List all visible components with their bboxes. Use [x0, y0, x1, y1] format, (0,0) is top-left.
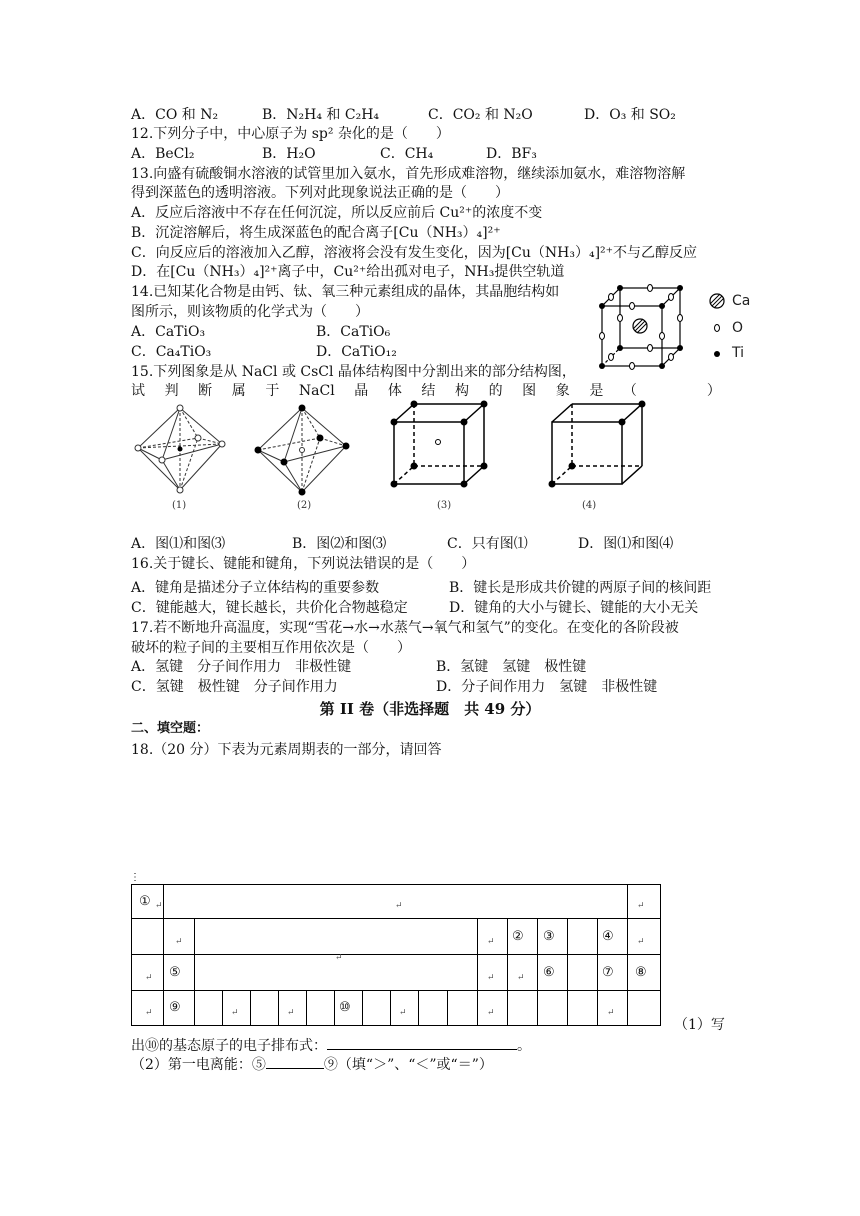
q15-figure-3-label: (3): [437, 500, 452, 511]
q15-paren: （ ）: [622, 383, 721, 399]
q17-stem-line2: 破坏的粒子间的主要相互作用依次是（ ）: [131, 640, 411, 656]
q11-option-c: C．CO₂ 和 N₂O: [428, 107, 533, 123]
table-anchor-icon: ⋮: [130, 872, 140, 883]
q15-figure-4-cube: [548, 400, 648, 492]
q15-word: 于: [265, 383, 280, 399]
q11-option-b: B．N₂H₄ 和 C₂H₄: [262, 107, 380, 123]
return-mark-icon: ↵: [395, 901, 403, 911]
q15-word: 属: [231, 383, 246, 399]
return-mark-icon: ↵: [335, 953, 343, 963]
return-mark-icon: ↵: [175, 937, 183, 947]
q18-sub1-line: [131, 1035, 531, 1056]
q18-sub1-end: 。: [517, 1038, 531, 1054]
q18-sub1-prefix: （1）写: [674, 1017, 725, 1033]
element-marker-4: ④: [602, 929, 614, 944]
o-legend-icon: [712, 322, 722, 334]
periodic-table: [131, 884, 661, 1026]
element-marker-3: ③: [543, 929, 555, 944]
q12-stem: 12.下列分子中，中心原子为 sp² 杂化的是（ ）: [131, 126, 450, 142]
return-mark-icon: ↵: [145, 1008, 153, 1018]
q15-word: 构: [455, 383, 469, 399]
q14-stem-line1: 14.已知某化合物是由钙、钛、氧三种元素组成的晶体，其晶胞结构如: [131, 284, 560, 300]
q15-word: 的: [488, 383, 503, 399]
q15-figure-1-octahedron: [130, 404, 230, 496]
q18-sub2-line: [131, 1054, 493, 1075]
element-marker-9: ⑨: [169, 1000, 181, 1015]
q15-option-c: C．只有图⑴: [447, 536, 528, 552]
q14-option-c: C．Ca₄TiO₃: [131, 344, 212, 360]
q15-figure-2-octahedron: [252, 404, 352, 496]
q15-word: 象: [555, 383, 570, 399]
q18-stem: 18.（20 分）下表为元素周期表的一部分，请回答: [131, 742, 442, 758]
q12-option-a: A．BeCl₂: [131, 146, 195, 162]
answer-blank-2[interactable]: [266, 1054, 324, 1069]
q15-word: 判: [164, 383, 179, 399]
q15-figure-1-label: (1): [172, 500, 187, 511]
q16-option-d: D．键角的大小与键长、键能的大小无关: [449, 600, 699, 616]
q14-unit-cell-figure: [594, 278, 690, 374]
q13-option-b: B．沉淀溶解后，将生成深蓝色的配合离子[Cu（NH₃）₄]²⁺: [131, 225, 501, 241]
section-2-title: 第 II 卷（非选择题 共 49 分）: [319, 700, 541, 718]
q17-option-c: C．氢键 极性键 分子间作用力: [131, 679, 338, 695]
answer-blank-1[interactable]: [327, 1035, 517, 1050]
q15-figure-2-label: (2): [297, 500, 312, 511]
return-mark-icon: ↵: [231, 1008, 239, 1018]
element-marker-2: ②: [512, 929, 524, 944]
element-marker-5: ⑤: [169, 965, 181, 980]
q13-option-d: D．在[Cu（NH₃）₄]²⁺离子中，Cu²⁺给出孤对电子，NH₃提供空轨道: [131, 264, 565, 280]
q15-word: NaCl: [298, 383, 335, 399]
q15-word: 断: [198, 383, 213, 399]
return-mark-icon: ↵: [637, 937, 645, 947]
element-marker-6: ⑥: [543, 965, 555, 980]
q11-option-d: D．O₃ 和 SO₂: [584, 107, 676, 123]
q15-word: 图: [522, 383, 537, 399]
q18-sub2-text-a: （2）第一电离能：⑤: [131, 1057, 266, 1073]
q15-word: 试: [131, 383, 145, 399]
q16-option-a: A．键角是描述分子立体结构的重要参数: [131, 580, 380, 596]
q13-stem-line2: 得到深蓝色的透明溶液。下列对此现象说法正确的是（ ）: [131, 185, 509, 201]
q15-stem-line1: 15.下列图象是从 NaCl 或 CsCl 晶体结构图中分割出来的部分结构图，: [131, 364, 576, 380]
element-marker-1: ①: [139, 894, 151, 909]
q15-word: 结: [421, 383, 436, 399]
q13-option-a: A．反应后溶液中不存在任何沉淀，所以反应前后 Cu²⁺的浓度不变: [131, 205, 543, 221]
return-mark-icon: ↵: [399, 1008, 407, 1018]
return-mark-icon: ↵: [607, 1008, 615, 1018]
return-mark-icon: ↵: [155, 901, 163, 911]
q14-option-d: D．CaTiO₁₂: [316, 344, 397, 360]
element-marker-7: ⑦: [602, 965, 614, 980]
q15-word: 晶: [354, 383, 369, 399]
q18-sub1-text: 出⑩的基态原子的电子排布式：: [131, 1038, 327, 1054]
q12-option-b: B．H₂O: [262, 146, 316, 162]
return-mark-icon: ↵: [487, 937, 495, 947]
q17-option-d: D．分子间作用力 氢键 非极性键: [436, 679, 658, 695]
return-mark-icon: ↵: [487, 973, 495, 983]
q15-word: 是: [589, 383, 604, 399]
q16-option-c: C．键能越大，键长越长，共价化合物越稳定: [131, 600, 408, 616]
q11-option-a: A．CO 和 N₂: [131, 107, 219, 123]
q12-option-d: D．BF₃: [486, 146, 537, 162]
q17-option-b: B．氢键 氢键 极性键: [436, 659, 587, 675]
q15-option-d: D．图⑴和图⑷: [578, 536, 674, 552]
q15-stem-line2: [131, 381, 721, 401]
q18-sub2-text-b: ⑨（填“＞”、“＜”或“＝”）: [323, 1057, 493, 1073]
element-marker-10: ⑩: [339, 1000, 351, 1015]
q16-stem: 16.关于键长、键能和键角，下列说法错误的是（ ）: [131, 556, 476, 572]
legend-label-ti: Ti: [732, 345, 745, 361]
q16-option-b: B．键长是形成共价键的两原子间的核间距: [449, 580, 712, 596]
return-mark-icon: ↵: [287, 1008, 295, 1018]
q14-stem-line2: 图所示，则该物质的化学式为（ ）: [131, 304, 369, 320]
legend-label-o: O: [732, 320, 744, 336]
q13-option-c: C．向反应后的溶液加入乙醇，溶液将会没有发生变化，因为[Cu（NH₃）₄]²⁺不与乙醇反应: [131, 245, 698, 261]
q13-stem-line1: 13.向盛有硫酸铜水溶液的试管里加入氨水，首先形成难溶物，继续添加氨水，难溶物溶解: [131, 166, 686, 182]
return-mark-icon: ↵: [637, 901, 645, 911]
q15-word: 体: [387, 383, 402, 399]
q14-option-b: B．CaTiO₆: [316, 324, 391, 340]
return-mark-icon: ↵: [145, 973, 153, 983]
q15-figure-4-label: (4): [582, 500, 597, 511]
section-2-part-heading: 二、填空题：: [131, 721, 210, 736]
return-mark-icon: ↵: [517, 973, 525, 983]
q15-option-a: A．图⑴和图⑶: [131, 536, 226, 552]
ca-legend-icon: [708, 292, 726, 310]
q14-option-a: A．CaTiO₃: [131, 324, 206, 340]
q12-option-c: C．CH₄: [380, 146, 434, 162]
q15-figure-3-cube: [390, 400, 490, 492]
ti-legend-icon: [712, 349, 722, 359]
return-mark-icon: ↵: [487, 1008, 495, 1018]
element-marker-8: ⑧: [635, 965, 647, 980]
q17-stem-line1: 17.若不断地升高温度，实现“雪花→水→水蒸气→氧气和氢气”的变化。在变化的各阶段被: [131, 620, 679, 636]
legend-label-ca: Ca: [732, 293, 751, 309]
q15-option-b: B．图⑵和图⑶: [292, 536, 387, 552]
q17-option-a: A．氢键 分子间作用力 非极性键: [131, 659, 352, 675]
